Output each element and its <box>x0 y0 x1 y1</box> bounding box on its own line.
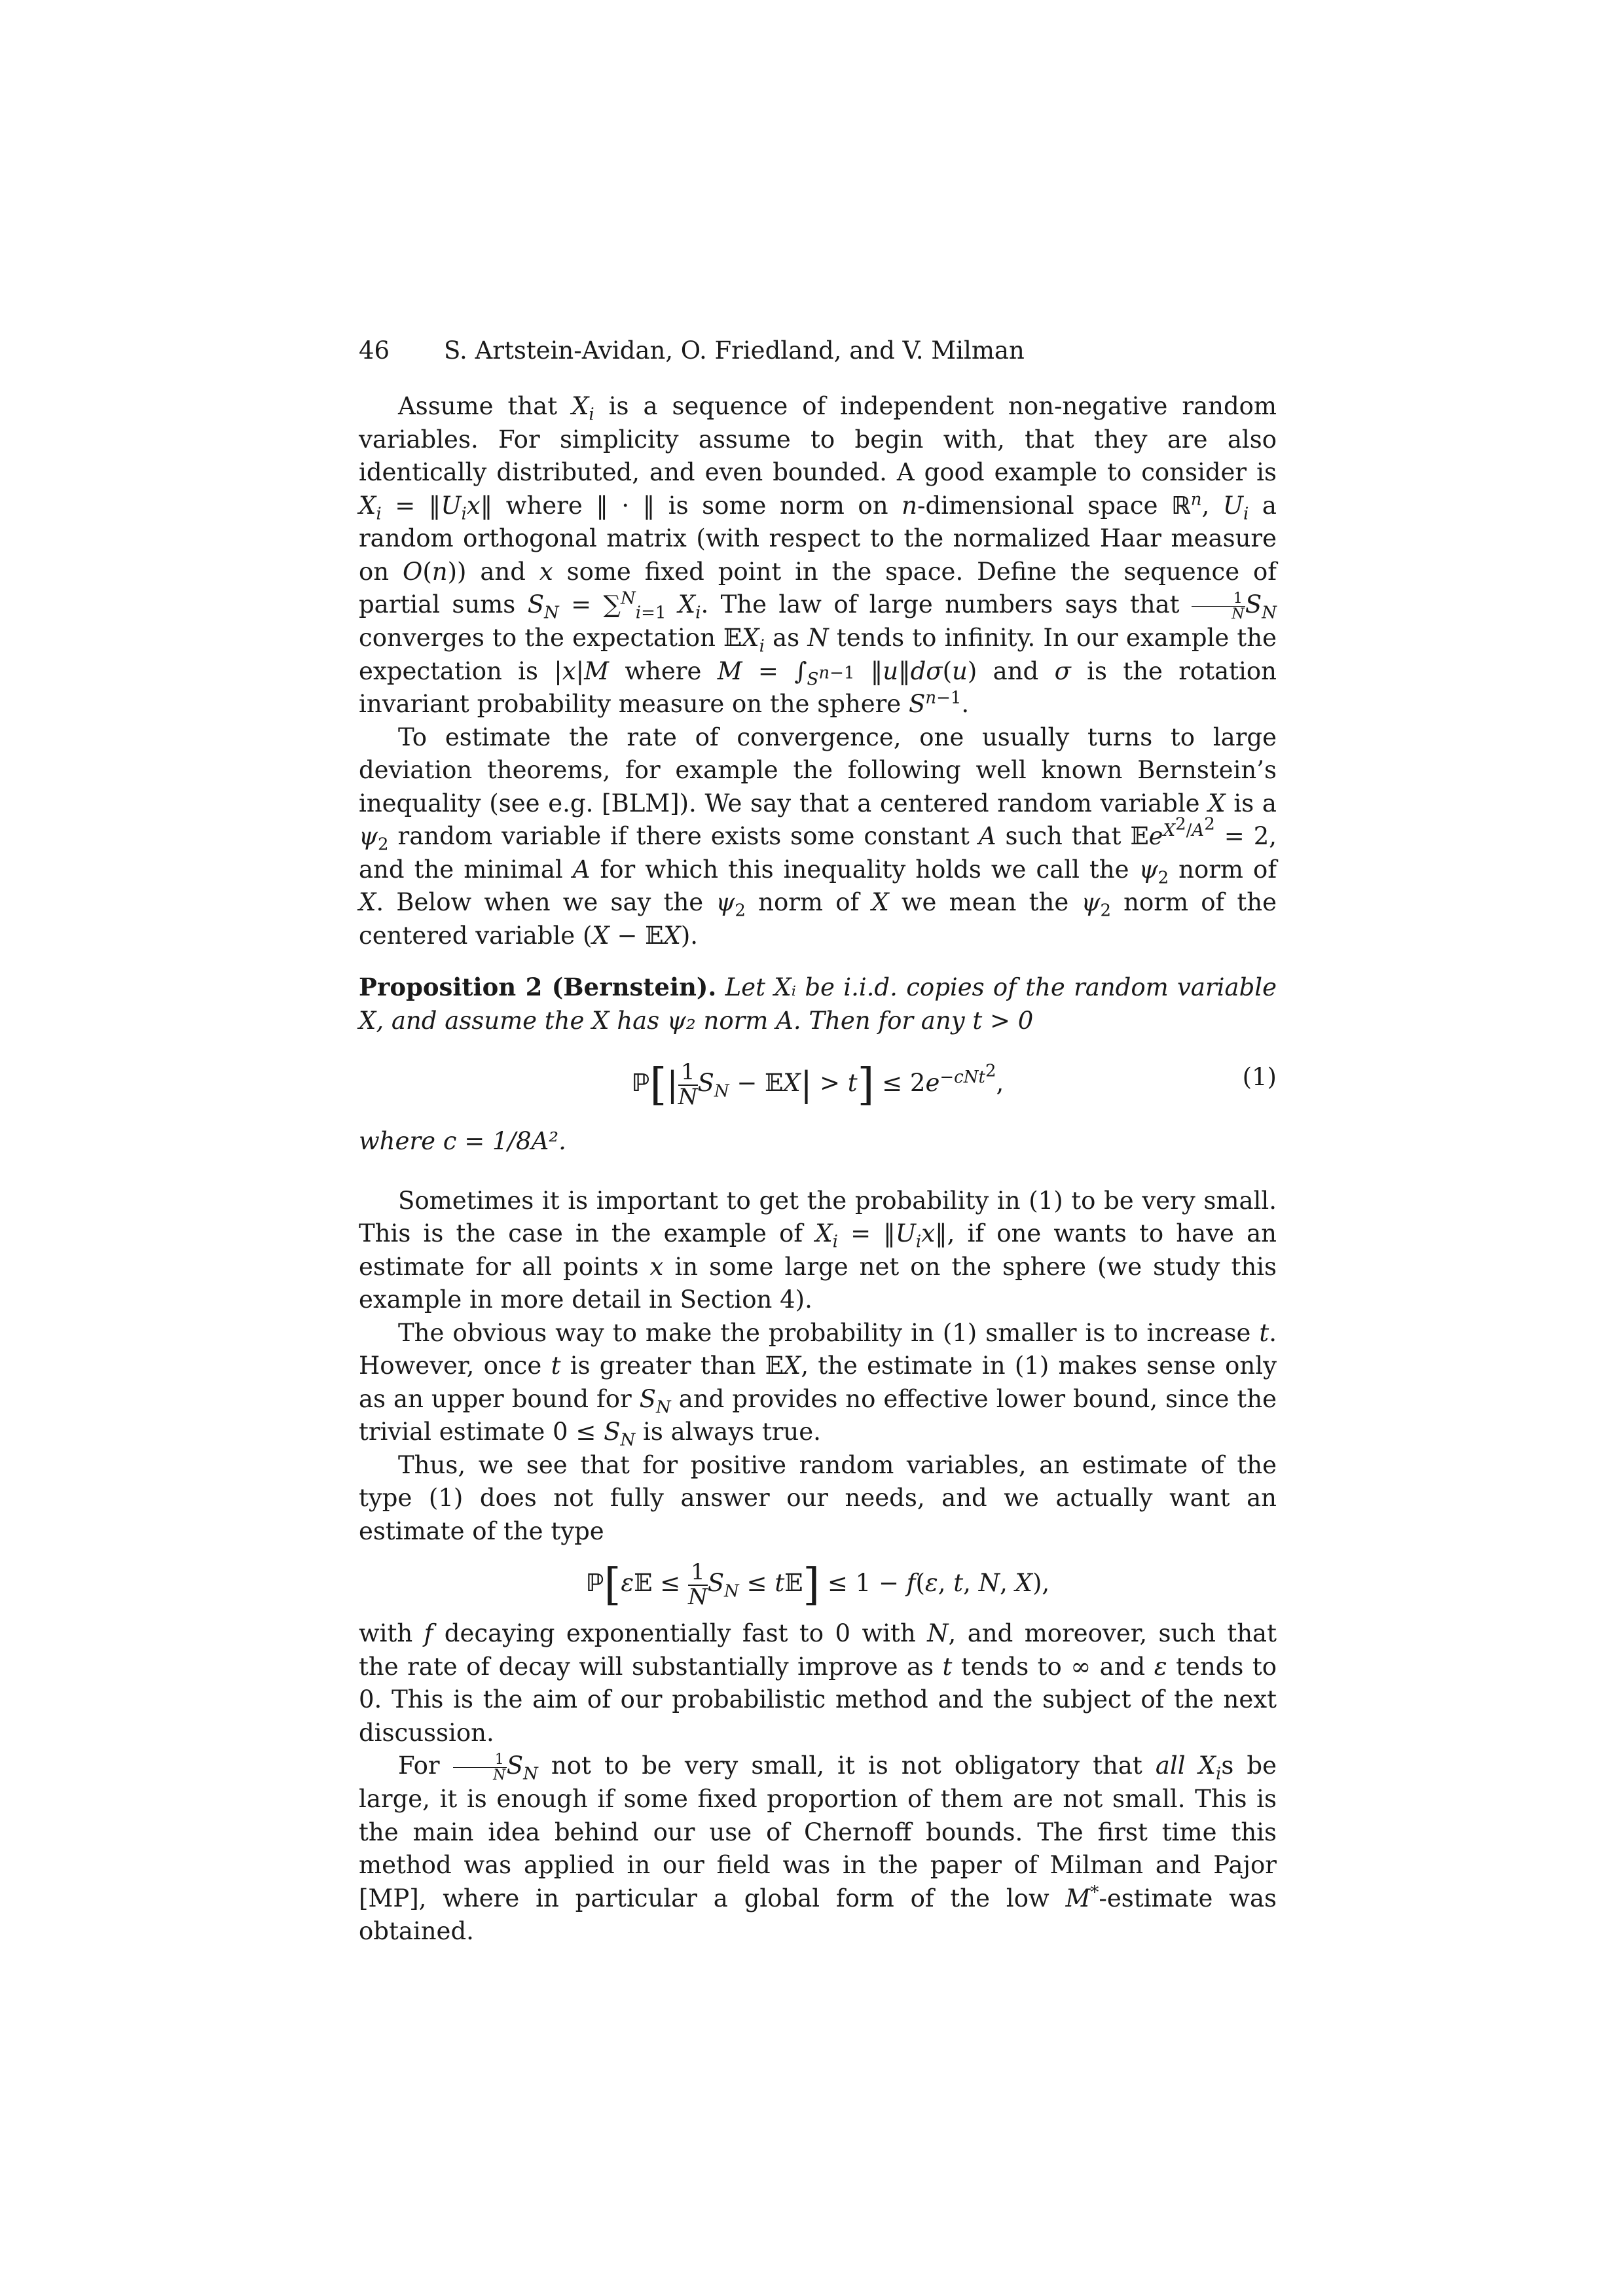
paragraph-2: To estimate the rate of convergence, one usually turns to large deviation theorems, for example the following well known Bernstein’s inequality (see e.g. [BLM]). We say that a centered random variable X is a $\psi_2$ random variable if there exists some constant A such that 𝔼e$^{X^2/A^2}$ = 2, and the minimal A for which this inequality holds we call the $\psi_2$ norm of X. Below when we say the $\psi_2$ norm of X we mean the $\psi_2$ norm of the centered variable (X − 𝔼X). <box>359 723 1277 950</box>
equation-1 <box>359 1041 1277 1119</box>
page-number: 46 <box>359 336 390 365</box>
proposition-title: Proposition 2 (Bernstein). <box>359 973 717 1002</box>
paragraph-5: Thus, we see that for positive random variables, an estimate of the type (1) does not fully answer our needs, and we actually want an estimate of the type <box>359 1450 1277 1545</box>
paragraph-6: with f decaying exponentially fast to 0 with N, and moreover, such that the rate of decay will substantially improve as t tends to ∞ and ε tends to 0. This is the aim of our probabilistic method and the subject of the next discussion. <box>359 1619 1277 1747</box>
equation-number: (1) <box>1242 1063 1277 1092</box>
proposition-statement: Let Xᵢ be i.i.d. copies of the random variable X, and assume the X has ψ₂ norm A. Then for any t > 0 <box>359 973 1277 1035</box>
paragraph-7: For $\frac{1}{N}$ $S_N$ not to be very small, it is not obligatory that all $X_is$ be large, it is enough if some fixed proportion of them are not small. This is the main idea behind our use of Chernoff bounds. The first time this method was applied in our field was in the paper of Milman and Pajor [MP], where in particular a global form of the low M*-estimate was obtained. <box>359 1751 1277 1946</box>
paragraph-4: The obvious way to make the probability in (1) smaller is to increase t. However, once t is greater than 𝔼X, the estimate in (1) makes sense only as an upper bound for $S_N$ and provides no effective lower bound, since the trivial estimate $0 \le S_N$ is always true. <box>359 1318 1277 1450</box>
where-clause: where c = 1/8A². <box>359 1127 566 1156</box>
paragraph-3: Sometimes it is important to get the probability in (1) to be very small. This is the case in the example of $X_i$ = $‖U_ix‖$, if one wants to have an estimate for all points x in some large net on the sphere (we study this example in more detail in Section 4). <box>359 1186 1277 1314</box>
proposition-2 <box>359 971 1277 1037</box>
running-header <box>359 332 1275 369</box>
paragraph-1: Assume that $X_i$ is a sequence of independent non-negative random variables. For simplicity assume to begin with, that they are also identically distributed, and even bounded. A good example to consider is $X_i$ = $‖U_ix‖$ where ‖ · ‖ is some norm on n-dimensional space ℝ$^n$, $U_i$ a random orthogonal matrix (with respect to the normalized Haar measure on O(n)) and x some fixed point in the space. Define the sequence of partial sums $S_N = \sum^N_{i=1}$ $X_i$. The law of large numbers says that $\frac{1}{N}$ $S_N$ converges to the expectation 𝔼X$_i$ as N tends to infinity. In our example the expectation is |x|M where $M = \int_{S^{n-1}}$ ‖u‖dσ(u) and σ is the rotation invariant probability measure on the sphere $S^{n-1}$. <box>359 392 1277 719</box>
equation-1-body: ℙ[| $\frac{1}{N}$ $S_N$ − 𝔼X| > $t] \le 2e^{-cNt^2}$, <box>631 1059 1004 1110</box>
main-text <box>359 390 1277 1948</box>
running-head-authors: S. Artstein-Avidan, O. Friedland, and V. Milman <box>444 336 1025 365</box>
equation-2 <box>359 1552 1277 1611</box>
equation-2-body: ℙ[ε𝔼 ≤ $\frac{1}{N}$ $S_N$ ≤ t𝔼] ≤ 1 − f(ε, t, N, X), <box>585 1559 1050 1610</box>
